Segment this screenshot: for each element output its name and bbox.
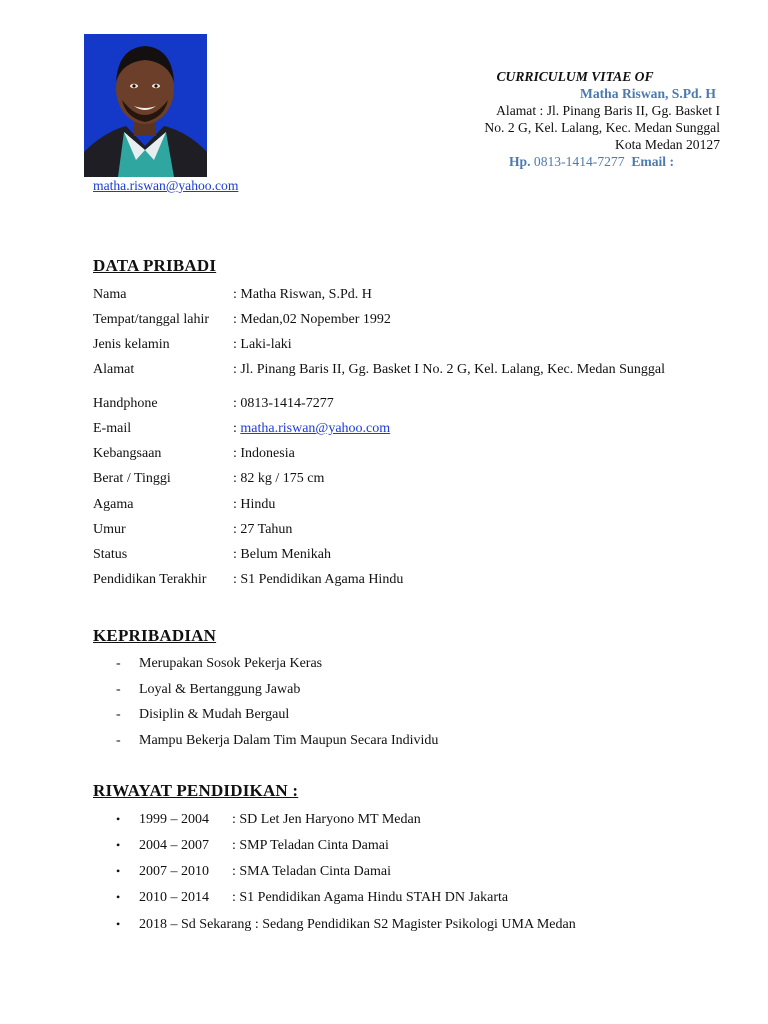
field-label: Umur — [93, 522, 126, 537]
field-value: : 82 kg / 175 cm — [233, 471, 325, 486]
field-value: : Jl. Pinang Baris II, Gg. Basket I No. 2 G, Kel. Lalang, Kec. Medan Sunggal — [233, 362, 665, 377]
field-row-umur — [93, 521, 292, 538]
field-label: E-mail — [93, 421, 132, 436]
field-row-agama — [93, 496, 275, 513]
list-item-text: Disiplin & Mudah Bergaul — [139, 707, 290, 722]
field-row-handphone — [93, 395, 334, 412]
field-label: Agama — [93, 497, 134, 512]
education-years: 2010 – 2014 — [139, 890, 209, 905]
field-label: Kebangsaan — [93, 446, 162, 461]
dot-bullet: • — [116, 838, 121, 852]
field-label: Jenis kelamin — [93, 337, 170, 352]
field-row-tempat-tanggal-lahir — [93, 311, 391, 328]
dot-bullet: • — [116, 864, 121, 878]
field-row-jenis-kelamin — [93, 336, 292, 353]
dash-bullet: - — [116, 707, 121, 722]
header-address-line3: Kota Medan 20127 — [615, 137, 720, 152]
cv-title: CURRICULUM VITAE OF — [496, 69, 654, 84]
header-address-line2: No. 2 G, Kel. Lalang, Kec. Medan Sunggal — [484, 120, 720, 135]
section-title-kepribadian: KEPRIBADIAN — [93, 626, 217, 645]
education-years: 2004 – 2007 — [139, 838, 209, 853]
list-item-text: Merupakan Sosok Pekerja Keras — [139, 656, 323, 671]
cv-name: Matha Riswan, S.Pd. H — [580, 86, 716, 101]
field-value: : S1 Pendidikan Agama Hindu — [233, 572, 404, 587]
field-label: Nama — [93, 287, 127, 302]
hp-label: Hp. — [508, 154, 531, 169]
header-address-line1: Alamat : Jl. Pinang Baris II, Gg. Basket I — [496, 103, 720, 118]
list-item-text: Loyal & Bertanggung Jawab — [139, 682, 301, 697]
field-label: Tempat/tanggal lahir — [93, 312, 210, 327]
field-value: : Indonesia — [233, 446, 295, 461]
education-years: 2007 – 2010 — [139, 864, 209, 879]
field-row-pendidikan-terakhir — [93, 571, 403, 588]
field-value: : Hindu — [233, 497, 276, 512]
dot-bullet: • — [116, 917, 121, 931]
field-row-email — [93, 420, 390, 437]
field-value-prefix: : — [233, 421, 241, 436]
field-row-status — [93, 546, 331, 563]
header-email-link[interactable]: matha.riswan@yahoo.com — [93, 178, 239, 193]
cv-header — [390, 68, 720, 170]
field-value: : 27 Tahun — [233, 522, 293, 537]
field-label: Status — [93, 547, 128, 562]
field-row-kebangsaan — [93, 445, 295, 462]
field-value: : Belum Menikah — [233, 547, 331, 562]
education-full: 2018 – Sd Sekarang : Sedang Pendidikan S2 Magister Psikologi UMA Medan — [139, 917, 576, 932]
email-link[interactable]: matha.riswan@yahoo.com — [240, 421, 391, 436]
field-value: : Laki-laki — [233, 337, 292, 352]
section-title-riwayat-pendidikan: RIWAYAT PENDIDIKAN : — [93, 781, 299, 800]
education-years: 1999 – 2004 — [139, 812, 209, 827]
field-label: Alamat — [93, 362, 135, 377]
dash-bullet: - — [116, 656, 121, 671]
field-value: : Medan,02 Nopember 1992 — [233, 312, 391, 327]
education-desc: : S1 Pendidikan Agama Hindu STAH DN Jakarta — [232, 890, 509, 905]
list-item-text: Mampu Bekerja Dalam Tim Maupun Secara Individu — [139, 733, 439, 748]
field-value: : Matha Riswan, S.Pd. H — [233, 287, 372, 302]
dash-bullet: - — [116, 682, 121, 697]
field-row-berat-tinggi — [93, 470, 324, 487]
header-contact-line — [390, 153, 720, 170]
hp-value: 0813-1414-7277 — [533, 154, 625, 169]
dot-bullet: • — [116, 812, 121, 826]
field-label: Pendidikan Terakhir — [93, 572, 207, 587]
profile-photo — [84, 34, 207, 177]
field-value: : 0813-1414-7277 — [233, 396, 334, 411]
section-title-data-pribadi: DATA PRIBADI — [93, 256, 217, 275]
dot-bullet: • — [116, 890, 121, 904]
field-label: Berat / Tinggi — [93, 471, 171, 486]
field-label: Handphone — [93, 396, 158, 411]
email-label: Email : — [631, 154, 674, 169]
dash-bullet: - — [116, 733, 121, 748]
field-row-nama — [93, 286, 372, 303]
education-desc: : SMP Teladan Cinta Damai — [232, 838, 389, 853]
education-desc: : SMA Teladan Cinta Damai — [232, 864, 391, 879]
education-desc: : SD Let Jen Haryono MT Medan — [232, 812, 421, 827]
field-row-alamat — [93, 361, 665, 378]
